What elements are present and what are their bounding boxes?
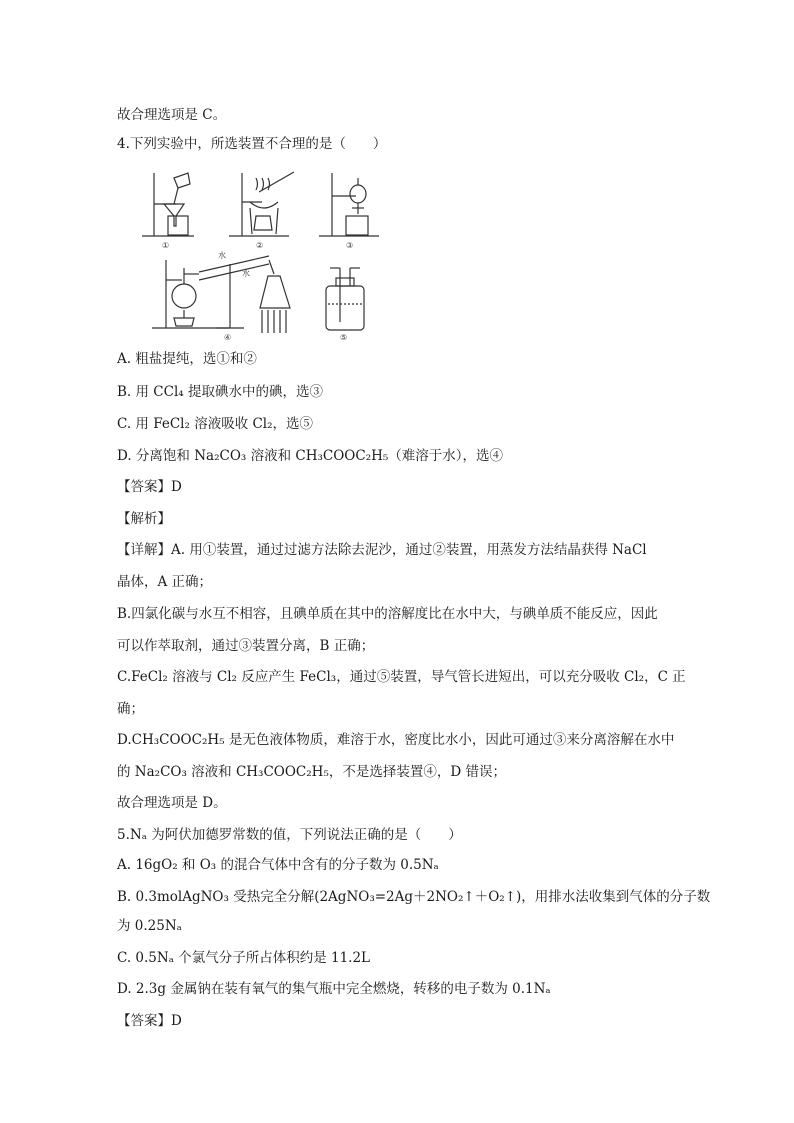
explanation-a-2: 晶体，A 正确； bbox=[117, 574, 213, 590]
explanation-c-1: C.FeCl₂ 溶液与 Cl₂ 反应产生 FeCl₃，通过⑤装置，导气管长进短出，可以充分吸收 Cl₂，C 正 bbox=[117, 669, 686, 685]
apparatus-diagram bbox=[134, 168, 394, 343]
explanation-b-1: B.四氯化碳与水互不相容，且碘单质在其中的溶解度比在水中大，与碘单质不能反应，因此 bbox=[117, 606, 658, 622]
question-4-stem: 4.下列实验中，所选装置不合理的是（ ） bbox=[117, 136, 387, 152]
answer-5: 【答案】D bbox=[117, 1013, 182, 1029]
water-in-label: 水 bbox=[218, 251, 226, 260]
explanation-d-1: D.CH₃COOC₂H₅ 是无色液体物质，难溶于水，密度比水小，因此可通过③来分离溶解在水中 bbox=[117, 732, 675, 748]
figure-label-4: ④ bbox=[224, 333, 232, 342]
option-4b: B. 用 CCl₄ 提取碘水中的碘，选③ bbox=[117, 384, 323, 400]
figure-label-1: ① bbox=[162, 241, 170, 250]
water-out-label: 水 bbox=[242, 269, 250, 278]
option-5a: A. 16gO₂ 和 O₃ 的混合气体中含有的分子数为 0.5Nₐ bbox=[117, 857, 439, 873]
option-5b-2: 为 0.25Nₐ bbox=[117, 918, 182, 934]
question-5-stem: 5.Nₐ 为阿伏加德罗常数的值，下列说法正确的是（ ） bbox=[117, 827, 462, 843]
text-line: 故合理选项是 C。 bbox=[117, 107, 227, 123]
option-4a: A. 粗盐提纯，选①和② bbox=[117, 351, 257, 367]
conclusion-4: 故合理选项是 D。 bbox=[117, 795, 227, 811]
figure-label-2: ② bbox=[256, 241, 264, 250]
option-5c: C. 0.5Nₐ 个氯气分子所占体积约是 11.2L bbox=[117, 950, 371, 966]
explanation-d-2: 的 Na₂CO₃ 溶液和 CH₃COOC₂H₅，不是选择装置④，D 错误； bbox=[117, 764, 506, 780]
analysis-heading: 【解析】 bbox=[117, 511, 171, 527]
option-4c: C. 用 FeCl₂ 溶液吸收 Cl₂，选⑤ bbox=[117, 416, 314, 432]
option-5b-1: B. 0.3molAgNO₃ 受热完全分解(2AgNO₃=2Ag＋2NO₂↑＋O₂↑)，用排水法收集到气体的分子数 bbox=[117, 889, 711, 905]
answer-4: 【答案】D bbox=[117, 479, 182, 495]
option-5d: D. 2.3g 金属钠在装有氧气的集气瓶中完全燃烧，转移的电子数为 0.1Nₐ bbox=[117, 981, 551, 997]
explanation-b-2: 可以作萃取剂，通过③装置分离，B 正确； bbox=[117, 638, 375, 654]
figure-label-5: ⑤ bbox=[340, 333, 348, 342]
figure-label-3: ③ bbox=[346, 241, 354, 250]
explanation-c-2: 确； bbox=[117, 701, 144, 717]
option-4d: D. 分离饱和 Na₂CO₃ 溶液和 CH₃COOC₂H₅（难溶于水），选④ bbox=[117, 448, 504, 464]
explanation-a-1: 【详解】A. 用①装置，通过过滤方法除去泥沙，通过②装置，用蒸发方法结晶获得 NaCl bbox=[117, 542, 647, 558]
apparatus-figure bbox=[134, 168, 394, 343]
